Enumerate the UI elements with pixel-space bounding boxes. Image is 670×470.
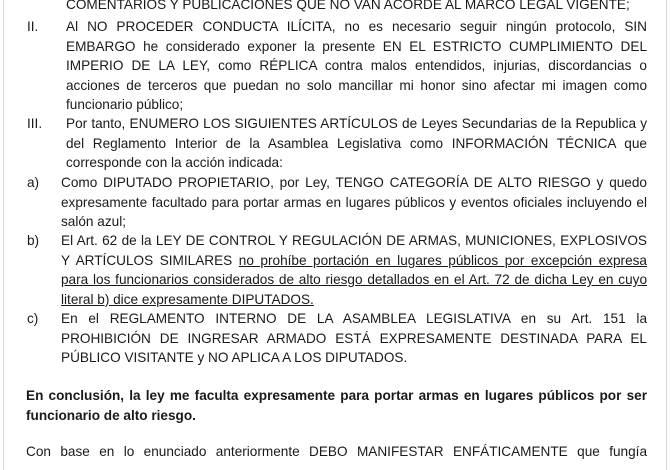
- item-marker-iii: III.: [27, 116, 43, 131]
- item-b-underlined: no prohíbe portación en lugares públicos por excepción expresa para los funcionarios considerados de alto riesgo detallados en el Art. 72 de dicha Ley en cuyo literal b) dice expresamente DIPUTADOS.: [61, 252, 647, 307]
- item-marker-c: c): [27, 311, 39, 326]
- item-b-plain: El Art. 62 de la LEY DE CONTROL Y REGULACIÓN DE ARMAS, MUNICIONES, EXPLOSIVOS Y ARTÍCULOS SIMILARES: [61, 233, 647, 268]
- item-marker-b: b): [27, 233, 40, 248]
- closing-text: Con base en lo enunciado anteriormente DEBO MANIFESTAR ENFÁTICAMENTE que fungía: [26, 444, 647, 459]
- conclusion-text: En conclusión, la ley me faculta expresamente para portar armas en lugares públicos por ser funcionario de alto riesgo.: [26, 388, 647, 423]
- item-b-text: [61, 231, 647, 309]
- item-iii-text: Por tanto, ENUMERO LOS SIGUIENTES ARTÍCULOS de Leyes Secundarias de la Republica y del Reglamento Interior de la Asamblea Legislativa como INFORMACIÓN TÉCNICA que corresponde con la acción indicada:: [66, 116, 647, 170]
- document-page: [3, 0, 667, 470]
- item-marker-ii: II.: [27, 19, 39, 34]
- item-marker-a: a): [27, 175, 40, 190]
- item-c-text: En el REGLAMENTO INTERNO DE LA ASAMBLEA LEGISLATIVA en su Art. 151 la PROHIBICIÓN DE INGRESAR ARMADO ESTÁ EXPRESAMENTE DESTINADA PARA EL PÚBLICO VISITANTE y NO APLICA A LOS DIPUTADOS.: [61, 311, 647, 365]
- top-line: COMENTARIOS Y PUBLICACIONES QUE NO VAN ACORDE AL MARCO LEGAL VIGENTE;: [66, 0, 630, 12]
- item-ii-text: Al NO PROCEDER CONDUCTA ILÍCITA, no es necesario seguir ningún protocolo, SIN EMBARGO he considerado exponer la presente EN EL ESTRICTO CUMPLIMIENTO DEL IMPERIO DE LA LEY, como RÉPLICA contra malos entendidos, injurias, discordancias o acciones de terceros que puedan no solo mancillar mi honor sino afectar mi imagen como funcionario público;: [66, 19, 647, 112]
- item-a-text: Como DIPUTADO PROPIETARIO, por Ley, TENGO CATEGORÍA DE ALTO RIESGO y quedo expresamente facultado para portar armas en lugares públicos y eventos oficiales incluyendo el salón azul;: [61, 175, 647, 229]
